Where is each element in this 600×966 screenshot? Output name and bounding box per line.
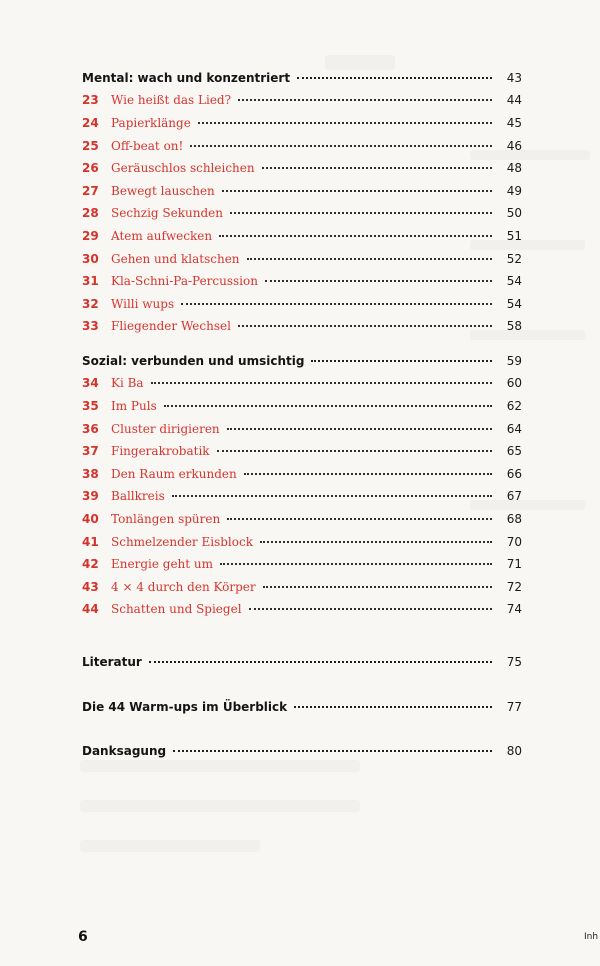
dot-leader xyxy=(190,145,492,147)
toc-item-number: 27 xyxy=(82,183,99,198)
toc-item-number: 34 xyxy=(82,376,99,391)
toc-closing-entry[interactable] xyxy=(82,700,522,714)
dot-leader xyxy=(151,382,492,384)
toc-item[interactable] xyxy=(82,580,522,594)
toc-closing-title: Die 44 Warm-ups im Überblick xyxy=(82,700,288,714)
toc-page-number: 52 xyxy=(506,251,522,266)
toc-item[interactable] xyxy=(82,274,522,288)
toc-item-number: 41 xyxy=(82,534,99,549)
toc-page-number: 64 xyxy=(506,421,522,436)
toc-item-title: Im Puls xyxy=(111,399,157,413)
toc-item[interactable] xyxy=(82,602,522,616)
toc-item[interactable] xyxy=(82,139,522,153)
toc-section-heading[interactable] xyxy=(82,354,522,368)
toc-item-number: 29 xyxy=(82,229,99,243)
toc-item-title: Off-beat on! xyxy=(111,138,184,153)
running-head: Inh xyxy=(584,932,599,942)
dot-leader xyxy=(198,122,492,124)
toc-page-number: 74 xyxy=(506,602,522,617)
toc-item-number: 42 xyxy=(82,557,99,572)
toc-page-number: 54 xyxy=(506,274,522,289)
toc-section-heading[interactable] xyxy=(82,71,522,85)
toc-page-number: 43 xyxy=(506,71,522,85)
toc-item-title: Energie geht um xyxy=(111,557,214,572)
toc-item-title: Bewegt lauschen xyxy=(111,183,215,198)
show-through-text xyxy=(80,840,260,852)
toc-item-number: 35 xyxy=(82,399,99,413)
dot-leader xyxy=(249,608,492,610)
dot-leader xyxy=(263,586,492,588)
toc-item[interactable] xyxy=(82,467,522,481)
toc-item-number: 36 xyxy=(82,421,99,436)
dot-leader xyxy=(230,212,492,214)
toc-item-number: 31 xyxy=(82,274,99,289)
toc-page-number: 49 xyxy=(506,183,522,198)
toc-page-number: 72 xyxy=(506,579,522,594)
toc-item-number: 39 xyxy=(82,489,99,504)
toc-item[interactable] xyxy=(82,376,522,390)
toc-item[interactable] xyxy=(82,161,522,175)
toc-item[interactable] xyxy=(82,184,522,198)
toc-item-title: Wie heißt das Lied? xyxy=(111,93,232,108)
toc-page-number: 75 xyxy=(506,655,522,669)
show-through-text xyxy=(80,800,360,812)
toc-page-number: 70 xyxy=(506,534,522,549)
dot-leader xyxy=(219,235,492,237)
toc-item[interactable] xyxy=(82,489,522,503)
toc-closing-title: Danksagung xyxy=(82,744,167,758)
toc-item-title: Schatten und Spiegel xyxy=(111,602,242,617)
dot-leader xyxy=(238,99,492,101)
toc-item-number: 24 xyxy=(82,116,99,130)
toc-item[interactable] xyxy=(82,229,522,243)
toc-item[interactable] xyxy=(82,93,522,107)
toc-item-number: 23 xyxy=(82,93,99,108)
show-through-text xyxy=(80,760,360,772)
toc-item[interactable] xyxy=(82,422,522,436)
dot-leader xyxy=(181,303,492,305)
toc-page-number: 71 xyxy=(506,557,522,572)
toc-closing-entry[interactable] xyxy=(82,655,522,669)
dot-leader xyxy=(227,428,492,430)
toc-item[interactable] xyxy=(82,557,522,571)
toc-page-number: 54 xyxy=(506,296,522,311)
toc-item[interactable] xyxy=(82,297,522,311)
toc-item-title: Atem aufwecken xyxy=(111,229,213,243)
toc-heading-title: Sozial: verbunden und umsichtig xyxy=(82,354,305,368)
toc-item[interactable] xyxy=(82,399,522,413)
dot-leader xyxy=(238,325,492,327)
toc-page-number: 59 xyxy=(506,354,522,368)
toc-item-number: 30 xyxy=(82,251,99,266)
toc-item-title: Den Raum erkunden xyxy=(111,466,237,481)
toc-item-title: Willi wups xyxy=(111,296,175,311)
toc-page-number: 77 xyxy=(506,700,522,714)
toc-heading-title: Mental: wach und konzentriert xyxy=(82,71,291,85)
toc-page-number: 50 xyxy=(506,206,522,221)
toc-page-number: 44 xyxy=(506,93,522,108)
toc-item-number: 38 xyxy=(82,466,99,481)
toc-item-number: 32 xyxy=(82,296,99,311)
toc-item[interactable] xyxy=(82,535,522,549)
dot-leader xyxy=(149,661,492,663)
toc-item-title: Geräuschlos schleichen xyxy=(111,161,255,176)
dot-leader xyxy=(294,706,492,708)
toc-item-title: Kla-Schni-Pa-Percussion xyxy=(111,274,258,289)
dot-leader xyxy=(297,77,492,79)
toc-closing-title: Literatur xyxy=(82,655,142,669)
toc-item-number: 28 xyxy=(82,206,99,221)
toc-item-number: 44 xyxy=(82,602,99,617)
toc-item-number: 25 xyxy=(82,138,99,153)
toc-item[interactable] xyxy=(82,116,522,130)
page-number: 6 xyxy=(78,929,88,945)
toc-page-number: 66 xyxy=(506,466,522,481)
toc-item[interactable] xyxy=(82,252,522,266)
show-through-text xyxy=(325,55,395,70)
dot-leader xyxy=(217,450,492,452)
dot-leader xyxy=(265,280,492,282)
toc-item-number: 40 xyxy=(82,512,99,526)
toc-closing-entry[interactable] xyxy=(82,744,522,758)
toc-page-number: 58 xyxy=(506,319,522,334)
toc-page-number: 80 xyxy=(506,744,522,758)
dot-leader xyxy=(260,541,492,543)
toc-item-title: Cluster dirigieren xyxy=(111,421,220,436)
toc-item-title: Papierklänge xyxy=(111,116,191,130)
dot-leader xyxy=(222,190,492,192)
toc-page-number: 68 xyxy=(506,512,522,526)
toc-page-number: 45 xyxy=(506,116,522,130)
dot-leader xyxy=(262,167,492,169)
toc-item[interactable] xyxy=(82,206,522,220)
dot-leader xyxy=(247,258,492,260)
toc-item[interactable] xyxy=(82,319,522,333)
dot-leader xyxy=(173,750,492,752)
toc-item-title: Tonlängen spüren xyxy=(111,512,221,526)
toc-item-title: Fliegender Wechsel xyxy=(111,319,231,334)
toc-page-number: 65 xyxy=(506,444,522,459)
toc-item-title: Sechzig Sekunden xyxy=(111,206,223,221)
toc-item[interactable] xyxy=(82,512,522,526)
dot-leader xyxy=(164,405,492,407)
toc-page-number: 46 xyxy=(506,138,522,153)
toc-page-number: 48 xyxy=(506,161,522,176)
toc-item-title: 4 × 4 durch den Körper xyxy=(111,579,256,594)
toc-item-title: Gehen und klatschen xyxy=(111,251,240,266)
toc-item-title: Ki Ba xyxy=(111,376,144,391)
toc-item-title: Schmelzender Eisblock xyxy=(111,534,253,549)
toc-item-number: 26 xyxy=(82,161,99,176)
toc-item[interactable] xyxy=(82,444,522,458)
toc-item-title: Ballkreis xyxy=(111,489,165,504)
toc-item-number: 33 xyxy=(82,319,99,334)
toc-page-number: 62 xyxy=(506,399,522,413)
toc-page-number: 51 xyxy=(506,229,522,243)
dot-leader xyxy=(244,473,492,475)
toc-item-number: 43 xyxy=(82,579,99,594)
dot-leader xyxy=(227,518,492,520)
dot-leader xyxy=(311,360,492,362)
dot-leader xyxy=(220,563,492,565)
toc-page-number: 67 xyxy=(506,489,522,504)
toc-item-number: 37 xyxy=(82,444,99,459)
dot-leader xyxy=(172,495,492,497)
toc-page-number: 60 xyxy=(506,376,522,391)
toc-item-title: Fingerakrobatik xyxy=(111,444,210,459)
